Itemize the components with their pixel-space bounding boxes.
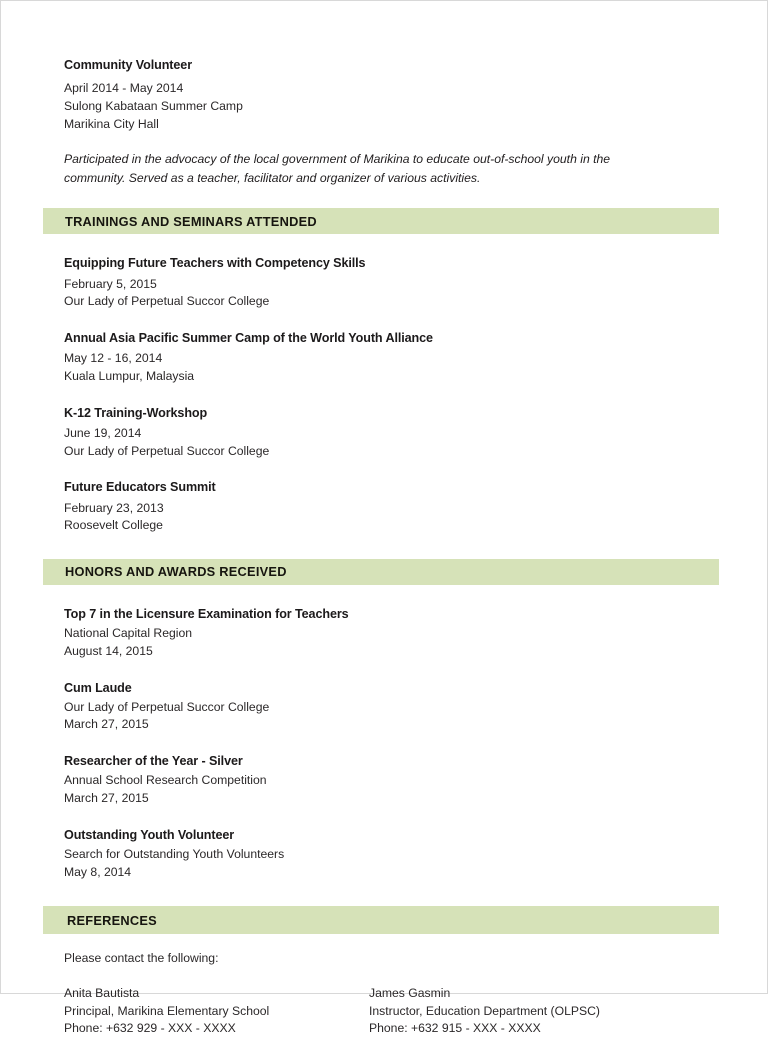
training-venue: Kuala Lumpur, Malaysia	[64, 368, 195, 383]
section-band-trainings	[43, 208, 719, 234]
honor-title: Outstanding Youth Volunteer	[64, 827, 235, 842]
experience-dates: April 2014 - May 2014	[64, 81, 184, 96]
honor-entry	[64, 826, 717, 882]
reference-role: Principal, Marikina Elementary School	[64, 1003, 270, 1018]
honor-detail: Annual School Research Competition	[64, 773, 267, 788]
experience-description: Participated in the advocacy of the local government of Marikina to educate out-of-school youth in the community. Served as a teacher, facilitator and organizer of various activities.	[64, 152, 611, 185]
honor-date: March 27, 2015	[64, 717, 149, 732]
training-title: Equipping Future Teachers with Competency Skills	[64, 256, 366, 271]
reference-name: Anita Bautista	[64, 986, 140, 1001]
honor-title: Top 7 in the Licensure Examination for Teachers	[64, 606, 349, 621]
reference-role: Instructor, Education Department (OLPSC)	[369, 1003, 600, 1018]
reference-card	[369, 985, 600, 1038]
training-entry	[64, 404, 717, 461]
training-venue: Our Lady of Perpetual Succor College	[64, 443, 270, 458]
honor-title: Researcher of the Year - Silver	[64, 754, 243, 769]
experience-location: Marikina City Hall	[64, 116, 159, 131]
reference-card	[64, 985, 369, 1038]
honor-date: August 14, 2015	[64, 643, 153, 658]
honor-detail: Our Lady of Perpetual Succor College	[64, 699, 270, 714]
trainings-list	[1, 234, 767, 535]
training-date: February 5, 2015	[64, 276, 157, 291]
honor-entry	[64, 752, 717, 808]
section-band-references	[43, 906, 719, 934]
reference-phone: Phone: +632 915 - XXX - XXXX	[369, 1021, 541, 1036]
section-heading-references: REFERENCES	[67, 912, 157, 928]
experience-organization: Sulong Kabataan Summer Camp	[64, 98, 243, 113]
section-heading-trainings: TRAININGS AND SEMINARS ATTENDED	[65, 213, 317, 229]
resume-sheet	[1, 1, 767, 1036]
experience-entry	[1, 1, 767, 187]
honor-detail: Search for Outstanding Youth Volunteers	[64, 847, 285, 862]
training-venue: Roosevelt College	[64, 518, 163, 533]
reference-name: James Gasmin	[369, 986, 451, 1001]
honor-title: Cum Laude	[64, 680, 132, 695]
experience-title: Community Volunteer	[64, 58, 193, 72]
reference-phone: Phone: +632 929 - XXX - XXXX	[64, 1021, 236, 1036]
training-title: Annual Asia Pacific Summer Camp of the World Youth Alliance	[64, 331, 433, 346]
training-venue: Our Lady of Perpetual Succor College	[64, 294, 270, 309]
training-title: K-12 Training-Workshop	[64, 405, 208, 420]
honor-entry	[64, 679, 717, 735]
honor-date: March 27, 2015	[64, 791, 149, 806]
training-entry	[64, 478, 717, 535]
training-entry	[64, 254, 717, 311]
honor-date: May 8, 2014	[64, 864, 132, 879]
training-date: February 23, 2013	[64, 500, 164, 515]
training-date: June 19, 2014	[64, 425, 142, 440]
honors-list	[1, 585, 767, 882]
section-heading-honors: HONORS AND AWARDS RECEIVED	[65, 564, 287, 580]
references-columns	[1, 985, 767, 1038]
honor-entry	[64, 605, 717, 661]
training-date: May 12 - 16, 2014	[64, 351, 163, 366]
honor-detail: National Capital Region	[64, 626, 193, 641]
training-entry	[64, 329, 717, 386]
training-title: Future Educators Summit	[64, 480, 216, 495]
references-intro-wrap	[1, 934, 767, 968]
references-intro: Please contact the following:	[64, 951, 219, 966]
section-band-honors	[43, 559, 719, 585]
